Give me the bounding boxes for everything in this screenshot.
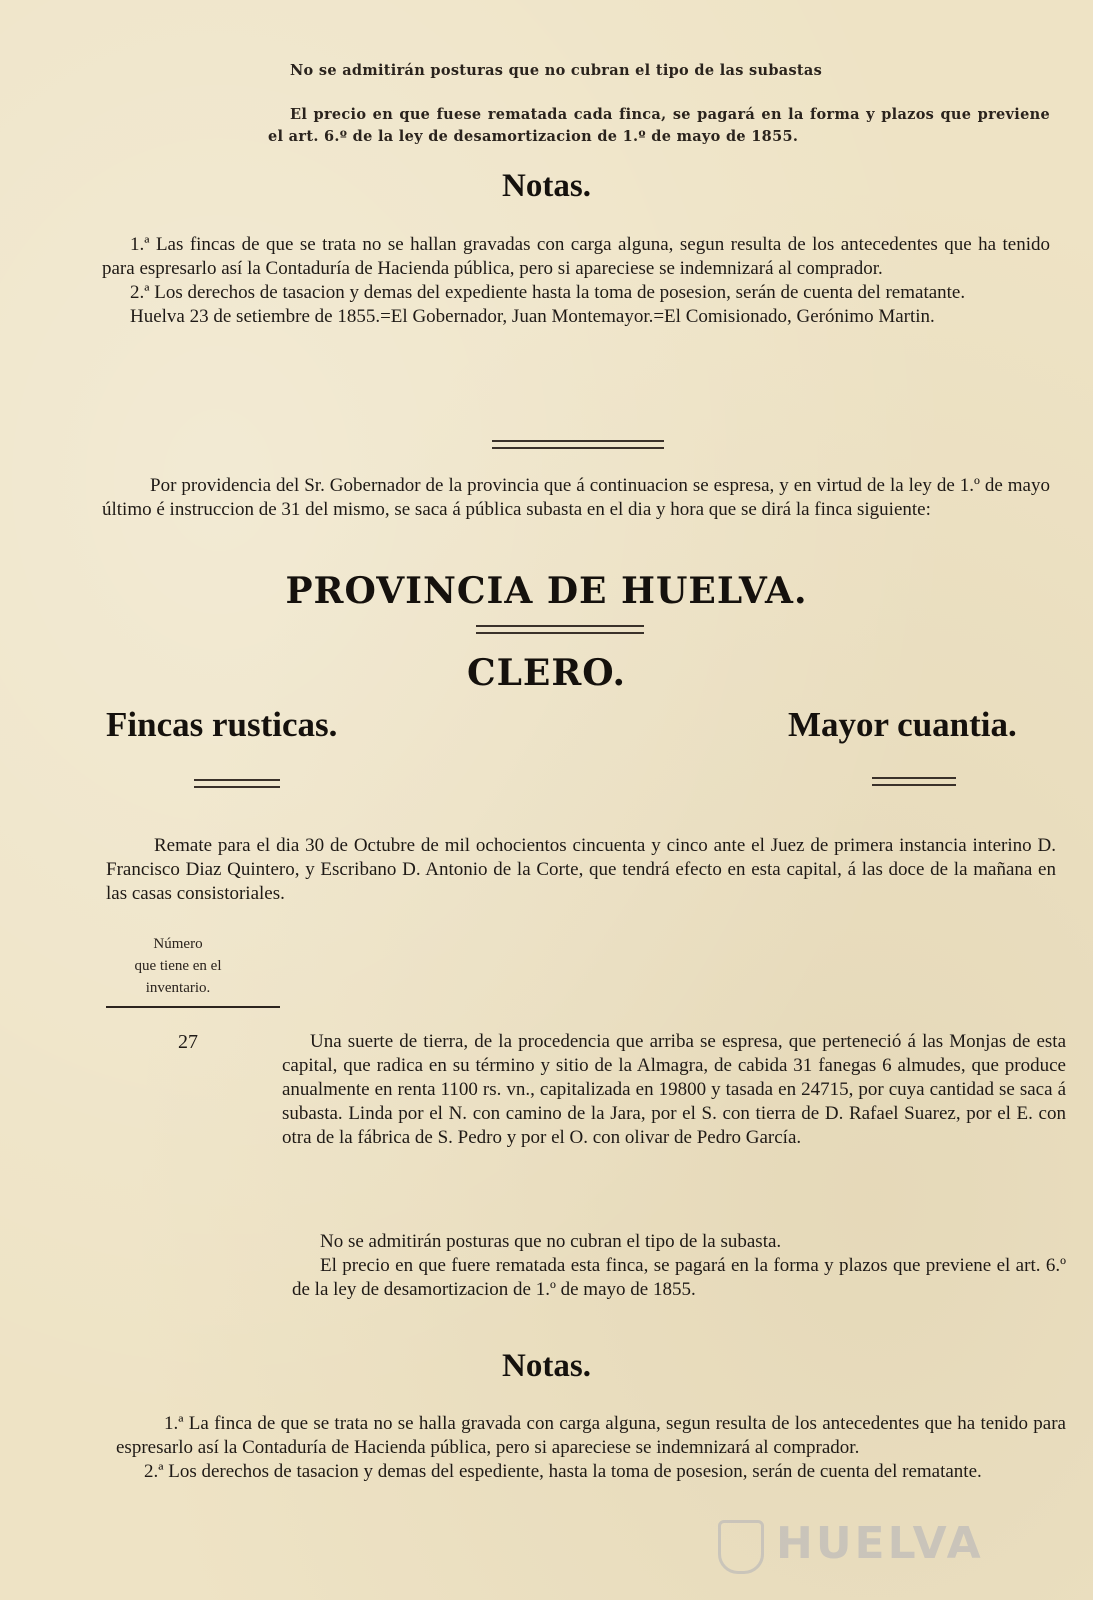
notas-2-body [116,1412,1066,1484]
inventory-description [282,1030,1066,1150]
notas-2-paragraph-2: 2.ª Los derechos de tasacion y demas del espediente, hasta la toma de posesion, serán de cuenta del rematante. [144,1461,982,1482]
watermark-text: HUELVA [776,1518,984,1569]
inventory-header [108,933,248,999]
remate-paragraph [106,834,1056,906]
notas-title-1: Notas. [502,168,591,204]
inventory-header-line-3: inventario. [145,980,211,996]
inventory-conditions [292,1230,1066,1302]
intro-paragraph [102,474,1050,522]
notas-1-body [102,233,1050,329]
divider-2 [476,625,644,634]
notas-1-paragraph-2: 2.ª Los derechos de tasacion y demas del expediente hasta la toma de posesion, serán de cuenta del rematante. [130,282,966,303]
heading-provincia: PROVINCIA DE HUELVA. [285,570,808,612]
top-line-1: No se admitirán posturas que no cubran el tipo de las subastas [290,62,823,79]
inventory-condition-2: El precio en que fuere rematada esta finca, se pagará en la forma y plazos que previene el art. 6.º de la ley de desamortizacion de 1.º de mayo de 1855. [292,1255,1066,1300]
top-line-2: El precio en que fuese rematada cada finca, se pagará en la forma y plazos que previene el art. 6.º de la ley de desamortizacion de 1.º de mayo de 1855. [268,106,1050,145]
heading-clero: CLERO. [466,652,627,694]
intro-text: Por providencia del Sr. Gobernador de la provincia que á continuacion se espresa, y en virtud de la ley de 1.º de mayo último é instruccion de 31 del mismo, se saca á pública subasta en el dia y hora que se dirá la finca siguiente: [102,475,1050,520]
divider-left [194,779,280,788]
divider-1 [492,440,664,449]
notas-2-paragraph-1: 1.ª La finca de que se trata no se halla gravada con carga alguna, segun resulta de los antecedentes que ha tenido para espresarlo así la Contaduría de Hacienda pública, pero si apareciese se indemnizará al comprador. [116,1413,1066,1458]
notas-title-2: Notas. [502,1348,591,1384]
remate-text: Remate para el dia 30 de Octubre de mil ochocientos cincuenta y cinco ante el Juez de primera instancia interino D. Francisco Diaz Quintero, y Escribano D. Antonio de la Corte, que tendrá efecto en esta capital, á las doce de la mañana en las casas consistoriales. [106,835,1056,904]
heading-mayor-cuantia: Mayor cuantia. [788,705,1017,744]
inventory-header-line-1: Número [153,936,203,952]
heading-fincas-rusticas: Fincas rusticas. [106,705,338,744]
notas-1-signature: Huelva 23 de setiembre de 1855.=El Gobernador, Juan Montemayor.=El Comisionado, Gerónimo Martin. [130,306,935,327]
watermark-shield-icon [718,1520,764,1574]
inventory-rule [106,1006,280,1008]
inventory-number: 27 [178,1031,198,1053]
notas-1-paragraph-1: 1.ª Las fincas de que se trata no se hallan gravadas con carga alguna, segun resulta de los antecedentes que ha tenido para espresarlo así la Contaduría de Hacienda pública, pero si apareciese se indemnizará al comprador. [102,234,1050,279]
divider-right [872,777,956,786]
inventory-description-text: Una suerte de tierra, de la procedencia que arriba se espresa, que perteneció á las Monjas de esta capital, que radica en su término y sitio de la Almagra, de cabida 31 fanegas 6 almudes, que produce anualmente en renta 1100 rs. vn., capitalizada en 19800 y tasada en 24715, por cuya cantidad se saca á subasta. Linda por el N. con camino de la Jara, por el S. con tierra de D. Rafael Suarez, por el E. con otra de la fábrica de S. Pedro y por el O. con olivar de Pedro García. [282,1031,1066,1148]
inventory-header-line-2: que tiene en el [134,958,222,974]
inventory-condition-1: No se admitirán posturas que no cubran el tipo de la subasta. [320,1231,782,1252]
